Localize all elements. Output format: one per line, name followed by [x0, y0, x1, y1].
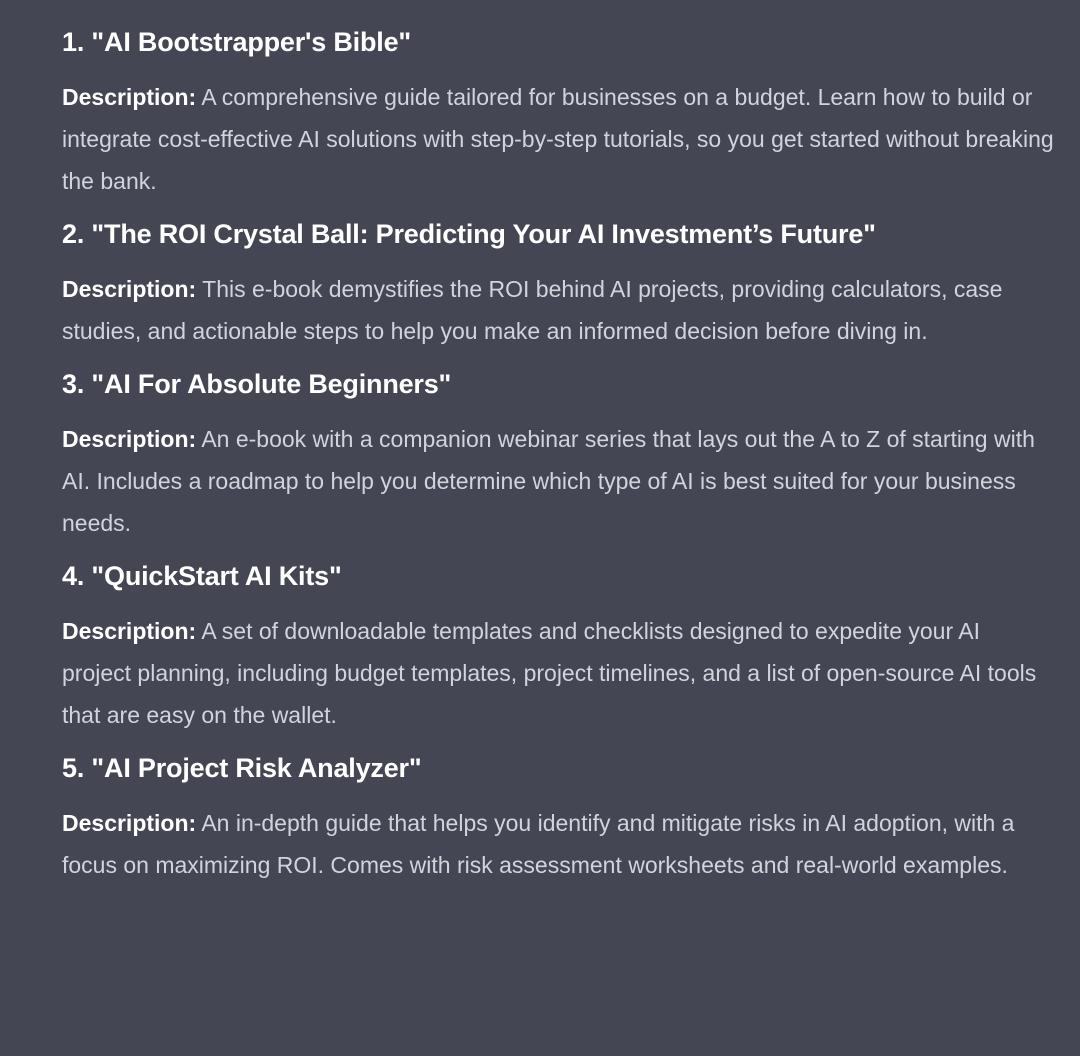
item-title: 3. "AI For Absolute Beginners": [62, 369, 452, 399]
description-label: Description:: [62, 84, 197, 110]
list-item: [62, 214, 1054, 352]
description-label: Description:: [62, 618, 197, 644]
item-description: [62, 76, 1054, 202]
list-item: [62, 748, 1054, 886]
description-label: Description:: [62, 276, 197, 302]
item-title: 2. "The ROI Crystal Ball: Predicting Your AI Investment’s Future": [62, 219, 876, 249]
description-label: Description:: [62, 426, 197, 452]
item-description: [62, 610, 1054, 736]
description-label: Description:: [62, 810, 197, 836]
list-item: [62, 22, 1054, 202]
description-text: An e-book with a companion webinar series that lays out the A to Z of starting with AI. Includes a roadmap to help you determine which type of AI is best suited for your business needs.: [62, 426, 1035, 536]
list-item: [62, 364, 1054, 544]
description-text: This e-book demystifies the ROI behind AI projects, providing calculators, case studies, and actionable steps to help you make an informed decision before diving in.: [62, 276, 1003, 344]
description-text: A set of downloadable templates and checklists designed to expedite your AI project planning, including budget templates, project timelines, and a list of open-source AI tools that are easy on the wallet.: [62, 618, 1037, 728]
description-text: An in-depth guide that helps you identify and mitigate risks in AI adoption, with a focus on maximizing ROI. Comes with risk assessment worksheets and real-world examples.: [62, 810, 1015, 878]
item-title: 5. "AI Project Risk Analyzer": [62, 753, 422, 783]
description-text: A comprehensive guide tailored for businesses on a budget. Learn how to build or integrate cost-effective AI solutions with step-by-step tutorials, so you get started without breaking the bank.: [62, 84, 1054, 194]
item-title: 4. "QuickStart AI Kits": [62, 561, 342, 591]
item-description: [62, 418, 1054, 544]
item-description: [62, 268, 1054, 352]
list-item: [62, 556, 1054, 736]
item-title: 1. "AI Bootstrapper's Bible": [62, 27, 411, 57]
item-description: [62, 802, 1054, 886]
